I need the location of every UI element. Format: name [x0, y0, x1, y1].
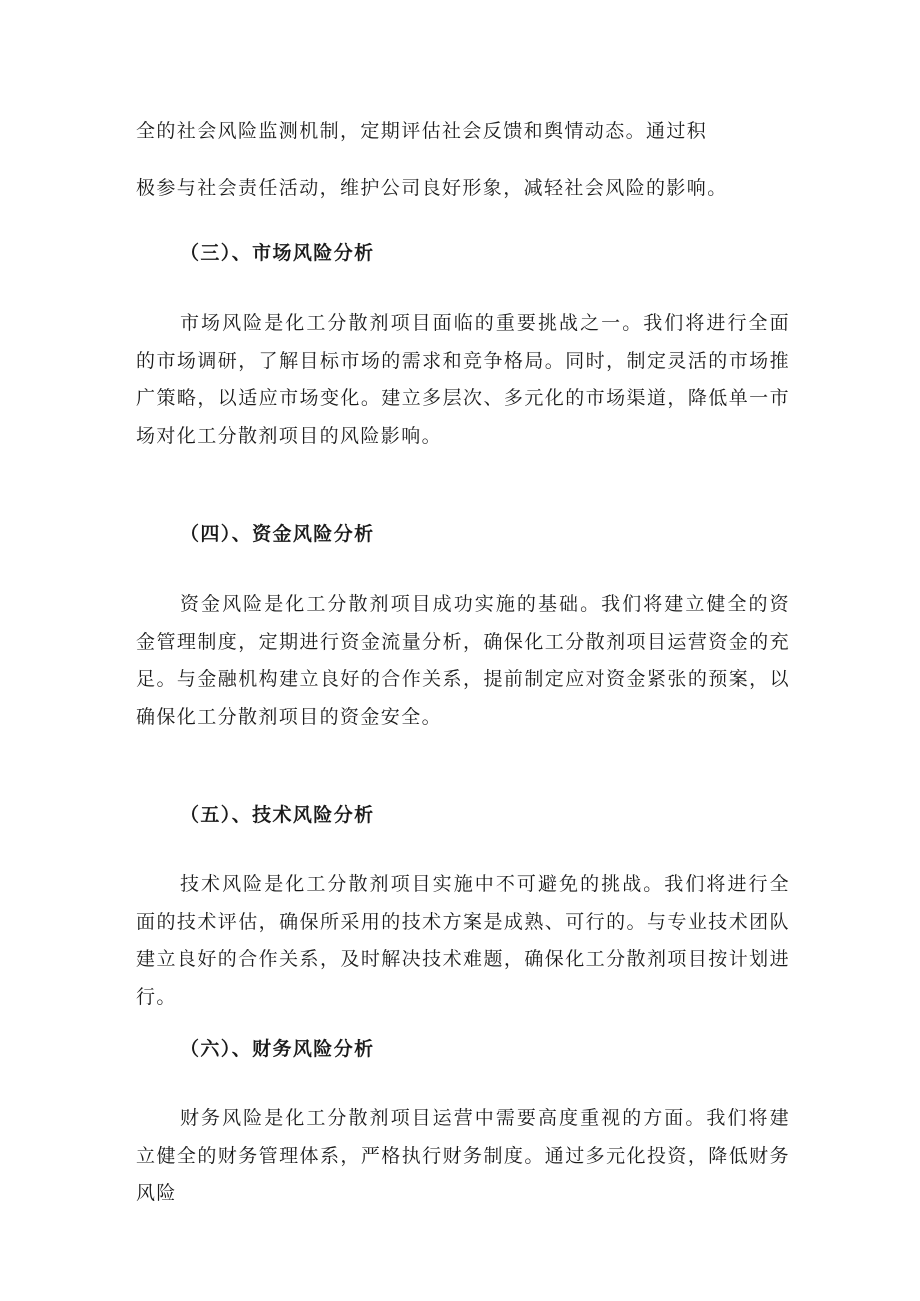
section-heading-finance: （六）、财务风险分析: [180, 1038, 375, 1060]
section-body-finance: 财务风险是化工分散剂项目运营中需要高度重视的方面。我们将建立健全的财务管理体系，严格执行财务制度。通过多元化投资，降低财务风险: [136, 1107, 790, 1204]
section-heading-funding: （四）、资金风险分析: [180, 523, 375, 545]
section-body-funding: 资金风险是化工分散剂项目成功实施的基础。我们将建立健全的资金管理制度，定期进行资金流量分析，确保化工分散剂项目运营资金的充足。与金融机构建立良好的合作关系，提前制定应对资金紧张的预案，以确保化工分散剂项目的资金安全。: [136, 593, 790, 728]
intro-line-1: 全的社会风险监测机制，定期评估社会反馈和舆情动态。通过积: [136, 120, 708, 142]
section-body-technology: 技术风险是化工分散剂项目实施中不可避免的挑战。我们将进行全面的技术评估，确保所采用的技术方案是成熟、可行的。与专业技术团队建立良好的合作关系，及时解决技术难题，确保化工分散剂项目按计划进行。: [136, 873, 790, 1008]
section-heading-market: （三）、市场风险分析: [180, 242, 375, 264]
intro-line-2: 极参与社会责任活动，维护公司良好形象，减轻社会风险的影响。: [136, 177, 728, 199]
section-heading-technology: （五）、技术风险分析: [180, 804, 375, 826]
section-body-market: 市场风险是化工分散剂项目面临的重要挑战之一。我们将进行全面的市场调研，了解目标市场的需求和竞争格局。同时，制定灵活的市场推广策略，以适应市场变化。建立多层次、多元化的市场渠道，降低单一市场对化工分散剂项目的风险影响。: [136, 312, 790, 447]
